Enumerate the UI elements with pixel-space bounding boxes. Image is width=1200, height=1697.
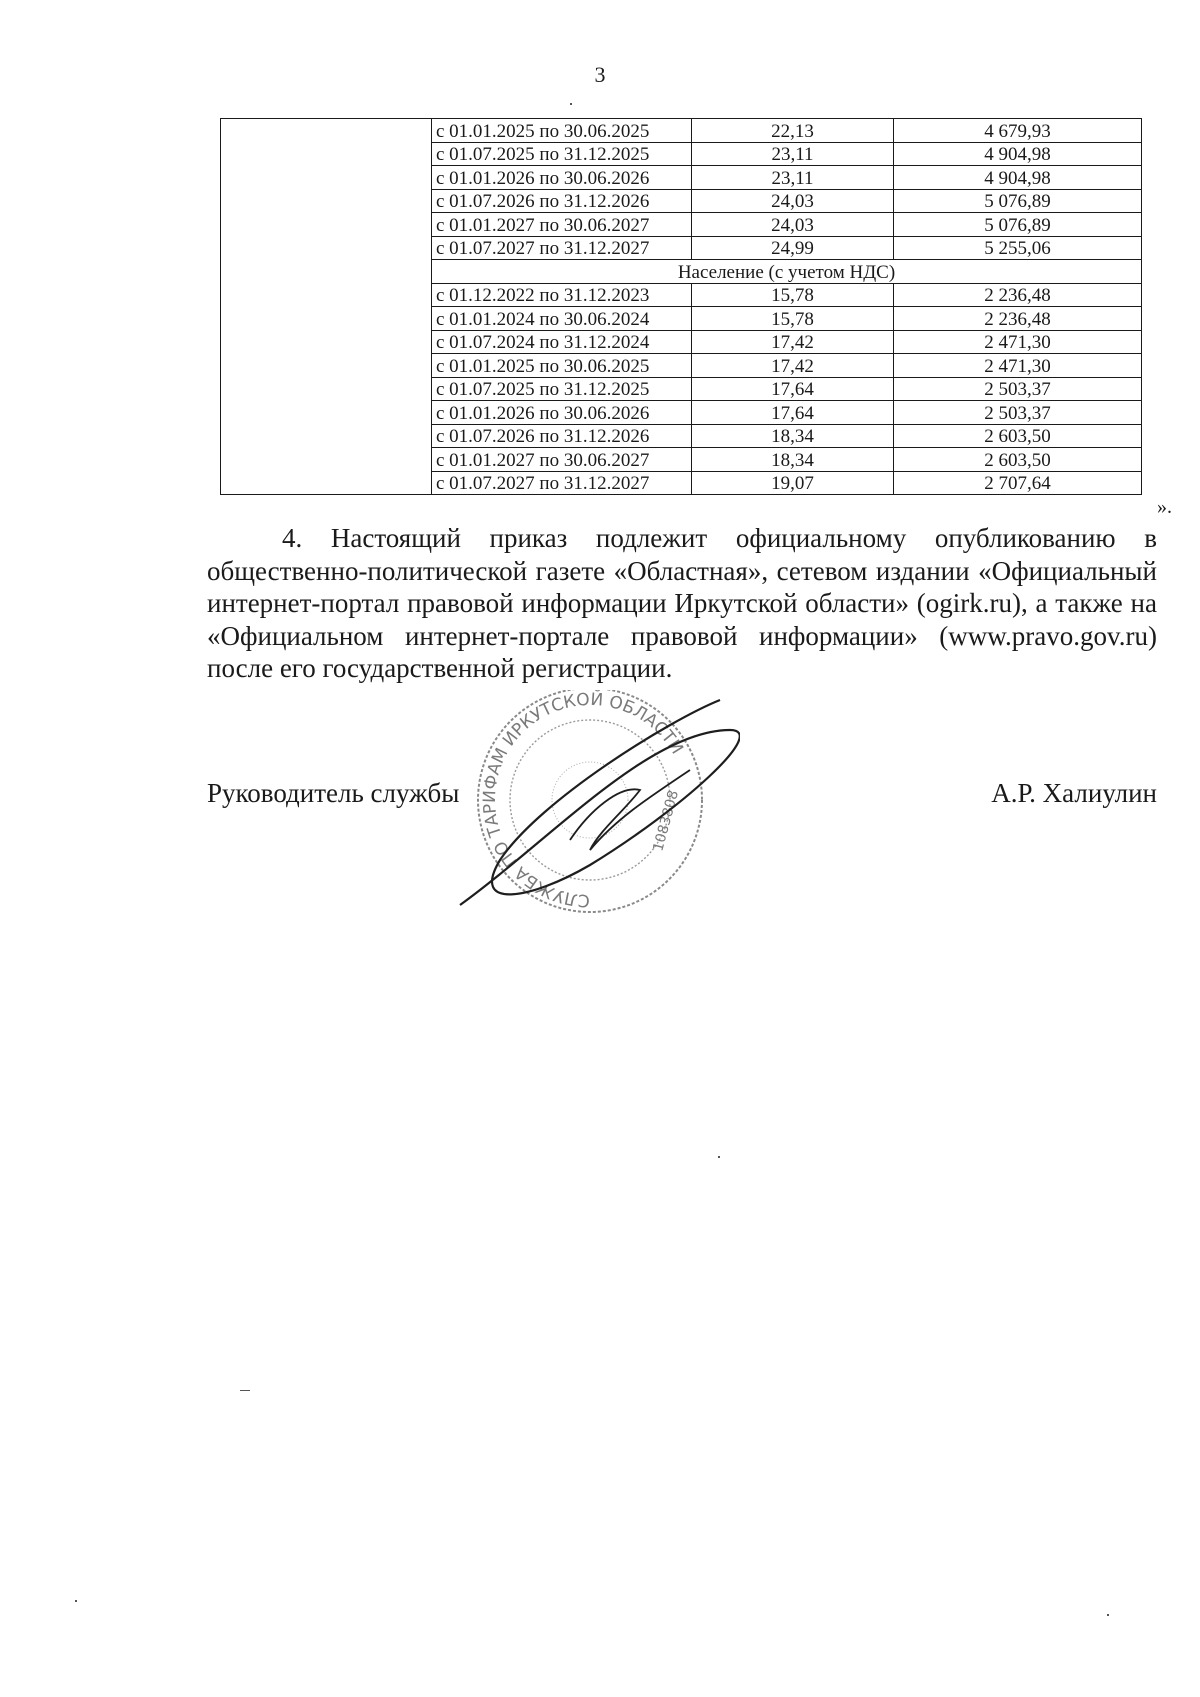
rate-cell: 24,03 — [692, 213, 894, 237]
signer-name: А.Р. Халиулин — [991, 778, 1157, 808]
scan-speck — [1107, 1614, 1109, 1616]
tariff-table — [220, 118, 1142, 495]
group-label: Население (с учетом НДС) — [432, 260, 1142, 284]
rate-cell: 15,78 — [692, 283, 894, 307]
period-cell: с 01.01.2027 по 30.06.2027 — [432, 213, 692, 237]
official-stamp — [440, 690, 740, 930]
period-cell: с 01.01.2025 по 30.06.2025 — [432, 119, 692, 143]
tariff-cell: 2 707,64 — [894, 471, 1142, 495]
rate-cell: 24,03 — [692, 189, 894, 213]
scan-speck — [240, 1390, 250, 1391]
tariff-cell: 2 236,48 — [894, 307, 1142, 331]
rate-cell: 17,64 — [692, 377, 894, 401]
period-cell: с 01.01.2026 по 30.06.2026 — [432, 166, 692, 190]
period-cell: с 01.12.2022 по 31.12.2023 — [432, 283, 692, 307]
scan-speck — [75, 1600, 77, 1602]
rate-cell: 19,07 — [692, 471, 894, 495]
merged-category-cell — [221, 119, 432, 495]
tariff-cell: 5 076,89 — [894, 213, 1142, 237]
table-row — [221, 119, 1142, 143]
closing-quote: ». — [1157, 496, 1172, 518]
period-cell: с 01.07.2027 по 31.12.2027 — [432, 236, 692, 260]
rate-cell: 23,11 — [692, 142, 894, 166]
tariff-cell: 4 679,93 — [894, 119, 1142, 143]
rate-cell: 17,42 — [692, 354, 894, 378]
rate-cell: 15,78 — [692, 307, 894, 331]
scan-speck — [718, 1156, 720, 1158]
page-number: 3 — [594, 62, 606, 87]
tariff-table-body — [221, 119, 1142, 495]
period-cell: с 01.07.2026 по 31.12.2026 — [432, 189, 692, 213]
tariff-cell: 5 076,89 — [894, 189, 1142, 213]
period-cell: с 01.07.2025 по 31.12.2025 — [432, 377, 692, 401]
tariff-cell: 2 471,30 — [894, 330, 1142, 354]
period-cell: с 01.07.2025 по 31.12.2025 — [432, 142, 692, 166]
scan-speck — [570, 103, 572, 105]
tariff-cell: 2 471,30 — [894, 354, 1142, 378]
period-cell: с 01.07.2024 по 31.12.2024 — [432, 330, 692, 354]
tariff-cell: 2 603,50 — [894, 448, 1142, 472]
tariff-cell: 5 255,06 — [894, 236, 1142, 260]
rate-cell: 18,34 — [692, 424, 894, 448]
tariff-cell: 2 503,37 — [894, 377, 1142, 401]
period-cell: с 01.01.2027 по 30.06.2027 — [432, 448, 692, 472]
rate-cell: 17,64 — [692, 401, 894, 425]
rate-cell: 18,34 — [692, 448, 894, 472]
period-cell: с 01.01.2026 по 30.06.2026 — [432, 401, 692, 425]
publication-paragraph: 4. Настоящий приказ подлежит официальному опубликованию в общественно-политической газете «Областная», сетевом издании «Официальный интернет-портал правовой информации Иркутской области» (ogirk.ru), а также на «Официальном интернет-портале правовой информации» (www.pravo.gov.ru) после его государственной регистрации. — [207, 523, 1157, 683]
period-cell: с 01.07.2027 по 31.12.2027 — [432, 471, 692, 495]
tariff-cell: 2 236,48 — [894, 283, 1142, 307]
rate-cell: 24,99 — [692, 236, 894, 260]
stamp-number: 1083808 — [650, 788, 683, 854]
rate-cell: 22,13 — [692, 119, 894, 143]
rate-cell: 23,11 — [692, 166, 894, 190]
rate-cell: 17,42 — [692, 330, 894, 354]
signer-title: Руководитель службы — [207, 778, 460, 808]
period-cell: с 01.07.2026 по 31.12.2026 — [432, 424, 692, 448]
tariff-cell: 4 904,98 — [894, 142, 1142, 166]
tariff-cell: 2 503,37 — [894, 401, 1142, 425]
period-cell: с 01.01.2025 по 30.06.2025 — [432, 354, 692, 378]
tariff-cell: 4 904,98 — [894, 166, 1142, 190]
period-cell: с 01.01.2024 по 30.06.2024 — [432, 307, 692, 331]
stamp-ring-text: СЛУЖБА ПО ТАРИФАМ ИРКУТСКОЙ ОБЛАСТИ — [479, 690, 687, 911]
tariff-cell: 2 603,50 — [894, 424, 1142, 448]
